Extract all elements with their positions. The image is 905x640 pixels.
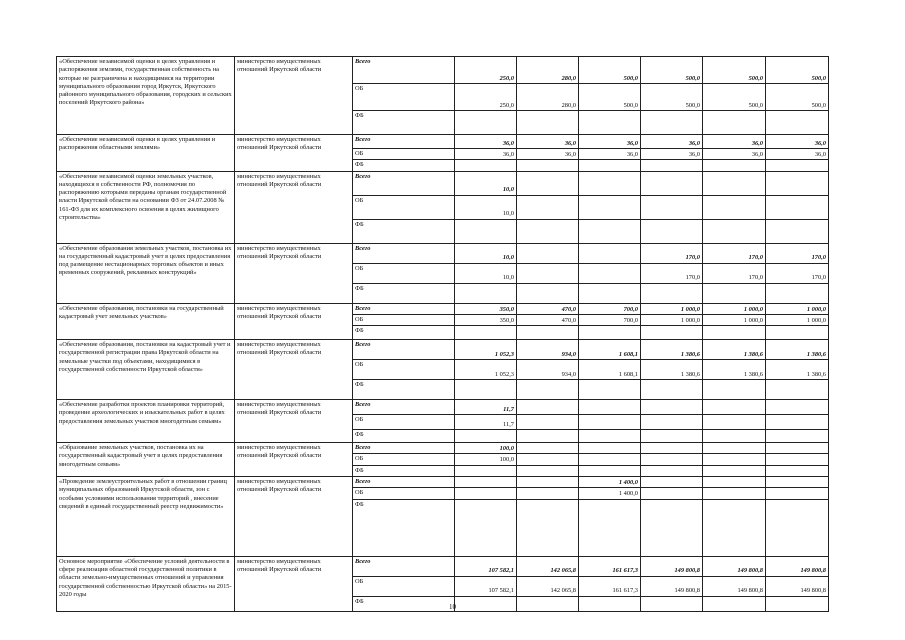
amount-cell	[517, 430, 579, 443]
executor-name: министерство имущественных отношений Иркутской области	[235, 171, 353, 243]
page-number: 10	[449, 603, 456, 611]
table-row	[57, 340, 829, 360]
amount-cell: 142 065,8	[517, 556, 579, 576]
funding-source-fb: ФБ	[353, 111, 455, 135]
amount-cell: 149 800,8	[703, 576, 766, 596]
amount-cell: 1 380,6	[641, 340, 703, 360]
table-row	[57, 135, 829, 149]
amount-cell	[579, 499, 641, 556]
amount-cell	[579, 219, 641, 243]
funding-source-total: Всего	[353, 443, 455, 454]
amount-cell: 36,0	[641, 149, 703, 160]
amount-cell	[703, 443, 766, 454]
budget-table	[56, 56, 829, 612]
amount-cell: 1 000,0	[641, 303, 703, 314]
amount-cell	[703, 111, 766, 135]
amount-cell	[641, 171, 703, 195]
amount-cell	[641, 443, 703, 454]
funding-source-ob: ОБ	[353, 314, 455, 325]
funding-source-total: Всего	[353, 243, 455, 263]
table-row	[57, 400, 829, 415]
amount-cell: 10,0	[455, 263, 517, 283]
amount-cell	[641, 454, 703, 465]
funding-source-ob: ОБ	[353, 360, 455, 380]
amount-cell	[766, 477, 829, 488]
amount-cell: 100,0	[455, 443, 517, 454]
amount-cell	[579, 454, 641, 465]
amount-cell	[455, 465, 517, 476]
amount-cell	[517, 415, 579, 430]
amount-cell: 10,0	[455, 171, 517, 195]
amount-cell	[517, 380, 579, 400]
amount-cell	[579, 380, 641, 400]
amount-cell	[641, 400, 703, 415]
amount-cell	[579, 263, 641, 283]
table-row	[57, 243, 829, 263]
amount-cell	[517, 443, 579, 454]
amount-cell	[641, 111, 703, 135]
amount-cell	[766, 326, 829, 340]
amount-cell: 142 065,8	[517, 576, 579, 596]
amount-cell: 149 800,8	[641, 576, 703, 596]
amount-cell	[766, 219, 829, 243]
funding-source-fb: ФБ	[353, 596, 455, 611]
amount-cell: 36,0	[455, 149, 517, 160]
amount-cell: 1 400,0	[579, 488, 641, 499]
amount-cell: 11,7	[455, 415, 517, 430]
amount-cell: 1 380,6	[766, 340, 829, 360]
amount-cell: 470,0	[517, 303, 579, 314]
table-row	[57, 171, 829, 195]
amount-cell: 161 617,3	[579, 556, 641, 576]
amount-cell	[703, 465, 766, 476]
amount-cell: 1 400,0	[579, 477, 641, 488]
amount-cell	[641, 415, 703, 430]
amount-cell: 170,0	[703, 243, 766, 263]
amount-cell: 1 380,6	[641, 360, 703, 380]
amount-cell: 1 052,3	[455, 360, 517, 380]
amount-cell: 36,0	[455, 135, 517, 149]
amount-cell	[641, 160, 703, 171]
amount-cell	[766, 160, 829, 171]
amount-cell: 149 800,8	[641, 556, 703, 576]
amount-cell: 161 617,3	[579, 576, 641, 596]
amount-cell: 280,0	[517, 57, 579, 84]
amount-cell: 1 380,6	[766, 360, 829, 380]
amount-cell	[641, 283, 703, 303]
amount-cell	[766, 488, 829, 499]
executor-name: министерство имущественных отношений Иркутской области	[235, 400, 353, 443]
amount-cell	[703, 430, 766, 443]
amount-cell: 36,0	[766, 149, 829, 160]
amount-cell: 1 608,1	[579, 360, 641, 380]
funding-source-ob: ОБ	[353, 149, 455, 160]
amount-cell	[517, 195, 579, 219]
amount-cell	[517, 488, 579, 499]
amount-cell: 36,0	[579, 135, 641, 149]
amount-cell	[517, 283, 579, 303]
amount-cell	[579, 111, 641, 135]
funding-source-fb: ФБ	[353, 283, 455, 303]
amount-cell: 107 582,1	[455, 556, 517, 576]
amount-cell	[455, 499, 517, 556]
activity-name: «Проведение землеустроительных работ в отношении границ муниципальных образований Иркутской области, зон с особыми условиями использования территорий , внесение сведений в единый государственный реестр недвижимости»	[57, 477, 235, 557]
amount-cell: 500,0	[703, 84, 766, 111]
amount-cell: 170,0	[766, 263, 829, 283]
funding-source-fb: ФБ	[353, 326, 455, 340]
executor-name: министерство имущественных отношений Иркутской области	[235, 340, 353, 400]
funding-source-ob: ОБ	[353, 415, 455, 430]
funding-source-ob: ОБ	[353, 454, 455, 465]
activity-name: «Обеспечение образования, постановки на кадастровый учет и государственной регистрации права Иркутской области на земельные участки под объектами, находящимися в государственной собственности Иркутской области»	[57, 340, 235, 400]
amount-cell	[766, 400, 829, 415]
amount-cell: 250,0	[455, 84, 517, 111]
amount-cell: 36,0	[517, 149, 579, 160]
executor-name: министерство имущественных отношений Иркутской области	[235, 556, 353, 611]
amount-cell	[579, 195, 641, 219]
amount-cell	[517, 400, 579, 415]
amount-cell: 350,0	[455, 303, 517, 314]
amount-cell: 500,0	[641, 84, 703, 111]
amount-cell: 1 000,0	[703, 303, 766, 314]
funding-source-ob: ОБ	[353, 84, 455, 111]
amount-cell: 1 000,0	[766, 303, 829, 314]
funding-source-total: Всего	[353, 400, 455, 415]
executor-name: министерство имущественных отношений Иркутской области	[235, 243, 353, 303]
activity-name: «Обеспечение независимой оценки в целях управления и распоряжения землями, государственная собственность на которые не разграничена и находящимися на территории муниципального образования город Иркутск, Иркутского районного муниципального образования, городских и сельских поселений Иркутского района»	[57, 57, 235, 135]
amount-cell	[766, 415, 829, 430]
amount-cell	[641, 380, 703, 400]
activity-name: «Обеспечение образования, постановки на государственный кадастровый учет земельных участков»	[57, 303, 235, 340]
amount-cell	[641, 465, 703, 476]
activity-name: Основное мероприятие «Обеспечение условий деятельности в сфере реализации областной государственной политики в области земельно-имущественных отношений и управления государственной собственностью Иркутской области» на 2015-2020 годы	[57, 556, 235, 611]
amount-cell	[766, 283, 829, 303]
funding-source-fb: ФБ	[353, 380, 455, 400]
funding-source-fb: ФБ	[353, 465, 455, 476]
activity-name: «Обеспечение разработки проектов планировки территорий, проведение археологических и изыскательных работ в целях предоставления земельных участков многодетным семьям»	[57, 400, 235, 443]
amount-cell: 170,0	[766, 243, 829, 263]
amount-cell: 700,0	[579, 314, 641, 325]
amount-cell	[766, 380, 829, 400]
amount-cell	[579, 443, 641, 454]
amount-cell	[766, 443, 829, 454]
amount-cell: 500,0	[641, 57, 703, 84]
amount-cell: 36,0	[703, 135, 766, 149]
amount-cell	[579, 243, 641, 263]
executor-name: министерство имущественных отношений Иркутской области	[235, 477, 353, 557]
amount-cell	[517, 219, 579, 243]
funding-source-ob: ОБ	[353, 195, 455, 219]
funding-source-total: Всего	[353, 135, 455, 149]
amount-cell	[455, 380, 517, 400]
amount-cell	[455, 160, 517, 171]
funding-source-total: Всего	[353, 57, 455, 84]
amount-cell	[703, 488, 766, 499]
amount-cell	[517, 499, 579, 556]
amount-cell: 280,0	[517, 84, 579, 111]
amount-cell	[455, 111, 517, 135]
amount-cell	[517, 326, 579, 340]
amount-cell	[579, 415, 641, 430]
amount-cell: 36,0	[703, 149, 766, 160]
amount-cell: 500,0	[579, 84, 641, 111]
amount-cell	[703, 415, 766, 430]
amount-cell: 11,7	[455, 400, 517, 415]
amount-cell	[579, 160, 641, 171]
amount-cell	[641, 499, 703, 556]
amount-cell: 1 000,0	[766, 314, 829, 325]
amount-cell	[455, 219, 517, 243]
amount-cell	[641, 488, 703, 499]
activity-name: «Образование земельных участков, постановка их на государственный кадастровый учет в целях предоставления многодетным семьям»	[57, 443, 235, 477]
amount-cell	[579, 400, 641, 415]
activity-name: «Обеспечение независимой оценки земельных участков, находящихся в собственности РФ, полномочия по распоряжению которыми переданы органам государственной власти Иркутской области на основании ФЗ от 24.07.2008 № 161-ФЗ для их комплексного освоения в целях жилищного строительства»	[57, 171, 235, 243]
amount-cell: 170,0	[641, 243, 703, 263]
amount-cell: 149 800,8	[703, 556, 766, 576]
amount-cell	[703, 283, 766, 303]
amount-cell	[766, 195, 829, 219]
executor-name: министерство имущественных отношений Иркутской области	[235, 443, 353, 477]
amount-cell: 500,0	[703, 57, 766, 84]
amount-cell	[703, 326, 766, 340]
amount-cell	[703, 380, 766, 400]
amount-cell: 149 800,8	[766, 576, 829, 596]
amount-cell: 500,0	[766, 84, 829, 111]
funding-source-fb: ФБ	[353, 430, 455, 443]
amount-cell	[641, 477, 703, 488]
amount-cell	[579, 326, 641, 340]
amount-cell: 250,0	[455, 57, 517, 84]
amount-cell: 934,0	[517, 360, 579, 380]
amount-cell: 500,0	[579, 57, 641, 84]
amount-cell	[766, 111, 829, 135]
amount-cell	[703, 171, 766, 195]
amount-cell	[517, 477, 579, 488]
amount-cell: 36,0	[641, 135, 703, 149]
amount-cell	[641, 430, 703, 443]
amount-cell	[517, 171, 579, 195]
amount-cell: 36,0	[766, 135, 829, 149]
amount-cell: 700,0	[579, 303, 641, 314]
amount-cell: 350,0	[455, 314, 517, 325]
amount-cell	[517, 111, 579, 135]
funding-source-total: Всего	[353, 340, 455, 360]
funding-source-fb: ФБ	[353, 499, 455, 556]
amount-cell	[579, 465, 641, 476]
amount-cell	[703, 219, 766, 243]
amount-cell	[703, 477, 766, 488]
funding-source-total: Всего	[353, 303, 455, 314]
activity-name: «Обеспечение образования земельных участков, постановка их на государственный кадастровый учет в целях предоставления под размещение нестационарных торговых объектов и иных временных сооружений, рекламных конструкций»	[57, 243, 235, 303]
amount-cell: 470,0	[517, 314, 579, 325]
executor-name: министерство имущественных отношений Иркутской области	[235, 57, 353, 135]
table-row	[57, 477, 829, 488]
amount-cell: 1 052,3	[455, 340, 517, 360]
amount-cell	[766, 499, 829, 556]
amount-cell: 1 000,0	[703, 314, 766, 325]
funding-source-total: Всего	[353, 556, 455, 576]
amount-cell	[703, 195, 766, 219]
amount-cell: 170,0	[703, 263, 766, 283]
amount-cell	[455, 488, 517, 499]
amount-cell	[766, 454, 829, 465]
amount-cell: 100,0	[455, 454, 517, 465]
amount-cell	[641, 219, 703, 243]
amount-cell	[517, 263, 579, 283]
amount-cell: 10,0	[455, 243, 517, 263]
amount-cell: 1 608,1	[579, 340, 641, 360]
amount-cell: 36,0	[579, 149, 641, 160]
amount-cell: 107 582,1	[455, 576, 517, 596]
amount-cell	[517, 160, 579, 171]
amount-cell: 1 000,0	[641, 314, 703, 325]
amount-cell: 1 380,6	[703, 340, 766, 360]
executor-name: министерство имущественных отношений Иркутской области	[235, 303, 353, 340]
table-row	[57, 443, 829, 454]
funding-source-total: Всего	[353, 477, 455, 488]
funding-source-total: Всего	[353, 171, 455, 195]
amount-cell	[455, 477, 517, 488]
amount-cell	[579, 430, 641, 443]
amount-cell	[703, 454, 766, 465]
amount-cell: 36,0	[517, 135, 579, 149]
amount-cell	[517, 243, 579, 263]
table-row	[57, 57, 829, 84]
amount-cell	[703, 160, 766, 171]
amount-cell: 10,0	[455, 195, 517, 219]
funding-source-ob: ОБ	[353, 488, 455, 499]
amount-cell	[517, 465, 579, 476]
amount-cell	[579, 283, 641, 303]
table-row	[57, 556, 829, 576]
amount-cell	[641, 326, 703, 340]
amount-cell	[641, 195, 703, 219]
table-row	[57, 303, 829, 314]
amount-cell	[455, 430, 517, 443]
amount-cell	[455, 283, 517, 303]
amount-cell: 1 380,6	[703, 360, 766, 380]
amount-cell: 500,0	[766, 57, 829, 84]
amount-cell	[455, 326, 517, 340]
amount-cell	[517, 454, 579, 465]
amount-cell	[579, 171, 641, 195]
funding-source-fb: ФБ	[353, 219, 455, 243]
amount-cell	[766, 430, 829, 443]
amount-cell: 934,0	[517, 340, 579, 360]
amount-cell	[766, 465, 829, 476]
executor-name: министерство имущественных отношений Иркутской области	[235, 135, 353, 172]
funding-source-fb: ФБ	[353, 160, 455, 171]
funding-source-ob: ОБ	[353, 263, 455, 283]
amount-cell	[766, 171, 829, 195]
activity-name: «Обеспечение независимой оценки в целях управления и распоряжения областными землями»	[57, 135, 235, 172]
amount-cell	[703, 400, 766, 415]
amount-cell	[703, 499, 766, 556]
amount-cell: 149 800,8	[766, 556, 829, 576]
funding-source-ob: ОБ	[353, 576, 455, 596]
amount-cell: 170,0	[641, 263, 703, 283]
